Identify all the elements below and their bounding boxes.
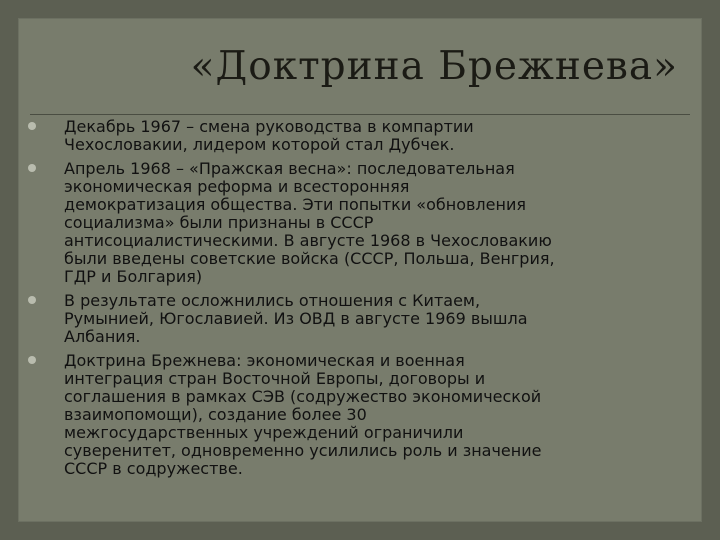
bullet-dot-icon bbox=[28, 356, 36, 364]
slide-title: «Доктрина Брежнева» bbox=[190, 44, 678, 89]
bullet-dot-icon bbox=[28, 122, 36, 130]
bullet-text: Апрель 1968 – «Пражская весна»: последовательная экономическая реформа и всесторонняя демократизация общества. Эти попытки «обновления социализма» были признаны в СССР антисоциалистическими. В августе 1968 в Чехословакию были введены советские войска (СССР, Польша, Венгрия, ГДР и Болгария) bbox=[64, 159, 555, 286]
bullet-item bbox=[28, 160, 678, 286]
bullet-item bbox=[28, 352, 678, 478]
bullet-list bbox=[28, 118, 678, 484]
bullet-text: В результате осложнились отношения с Китаем, Румынией, Югославией. Из ОВД в августе 1969 вышла Албания. bbox=[64, 291, 528, 346]
bullet-dot-icon bbox=[28, 296, 36, 304]
title-divider bbox=[30, 114, 690, 115]
bullet-dot-icon bbox=[28, 164, 36, 172]
bullet-text: Декабрь 1967 – смена руководства в компартии Чехословакии, лидером которой стал Дубчек. bbox=[64, 117, 474, 154]
bullet-item bbox=[28, 292, 678, 346]
bullet-text: Доктрина Брежнева: экономическая и военная интеграция стран Восточной Европы, договоры и соглашения в рамках СЭВ (содружество экономической взаимопомощи), создание более 30 межгосударственных учреждений ограничили суверенитет, одновременно усилились роль и значение СССР в содружестве. bbox=[64, 351, 542, 478]
bullet-item bbox=[28, 118, 678, 154]
